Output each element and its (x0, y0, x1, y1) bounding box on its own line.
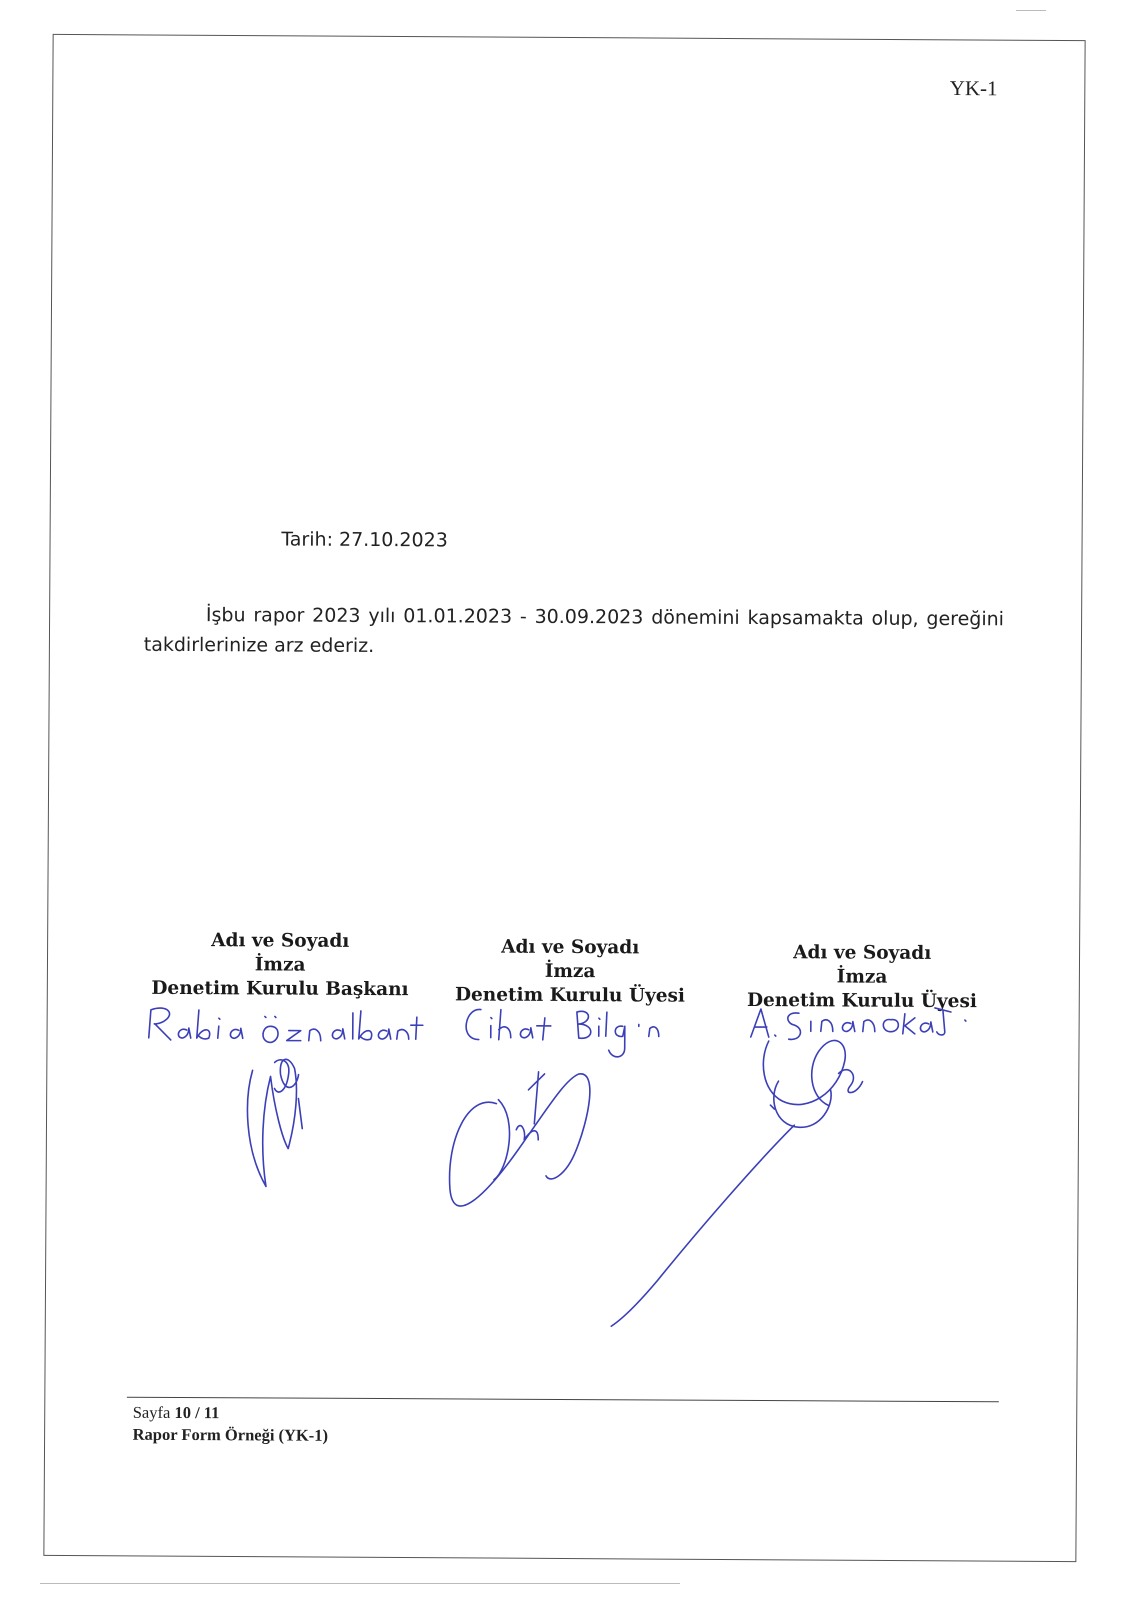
page-number: 10 / 11 (174, 1402, 220, 1423)
scan-artifact-bottom (40, 1583, 680, 1584)
signature-member-1 (449, 1071, 590, 1206)
signature-label: İmza (254, 954, 306, 976)
name-label: Adı ve Soyadı (501, 936, 640, 959)
signature-chairman (247, 1059, 303, 1186)
page-footer (133, 1402, 329, 1447)
signature-member-2 (611, 1039, 862, 1327)
signature-label: İmza (836, 966, 888, 988)
signatory-chairman (135, 929, 425, 1003)
date-line: Tarih: 27.10.2023 (281, 528, 448, 552)
role-label: Denetim Kurulu Başkanı (151, 977, 409, 1001)
page-prefix: Sayfa (132, 1402, 171, 1422)
handwritten-name-rabia (149, 1008, 423, 1043)
signature-label: İmza (544, 960, 596, 983)
name-label: Adı ve Soyadı (793, 942, 932, 964)
signatory-member-2 (717, 941, 1007, 1015)
document-code: YK-1 (949, 76, 998, 101)
signatory-member-1 (425, 935, 715, 1009)
handwritten-name-cihat (466, 1009, 659, 1057)
page-number-line (133, 1402, 328, 1425)
role-label: Denetim Kurulu Üyesi (454, 984, 686, 1007)
role-label: Denetim Kurulu Üyesi (746, 989, 977, 1013)
name-label: Adı ve Soyadı (211, 930, 350, 952)
form-title: Rapor Form Örneği (YK-1) (132, 1424, 329, 1445)
report-statement: İşbu rapor 2023 yılı 01.01.2023 - 30.09.2023 dönemini kapsamakta olup, gereğini takdirlerinize arz ederiz. (143, 604, 1005, 657)
